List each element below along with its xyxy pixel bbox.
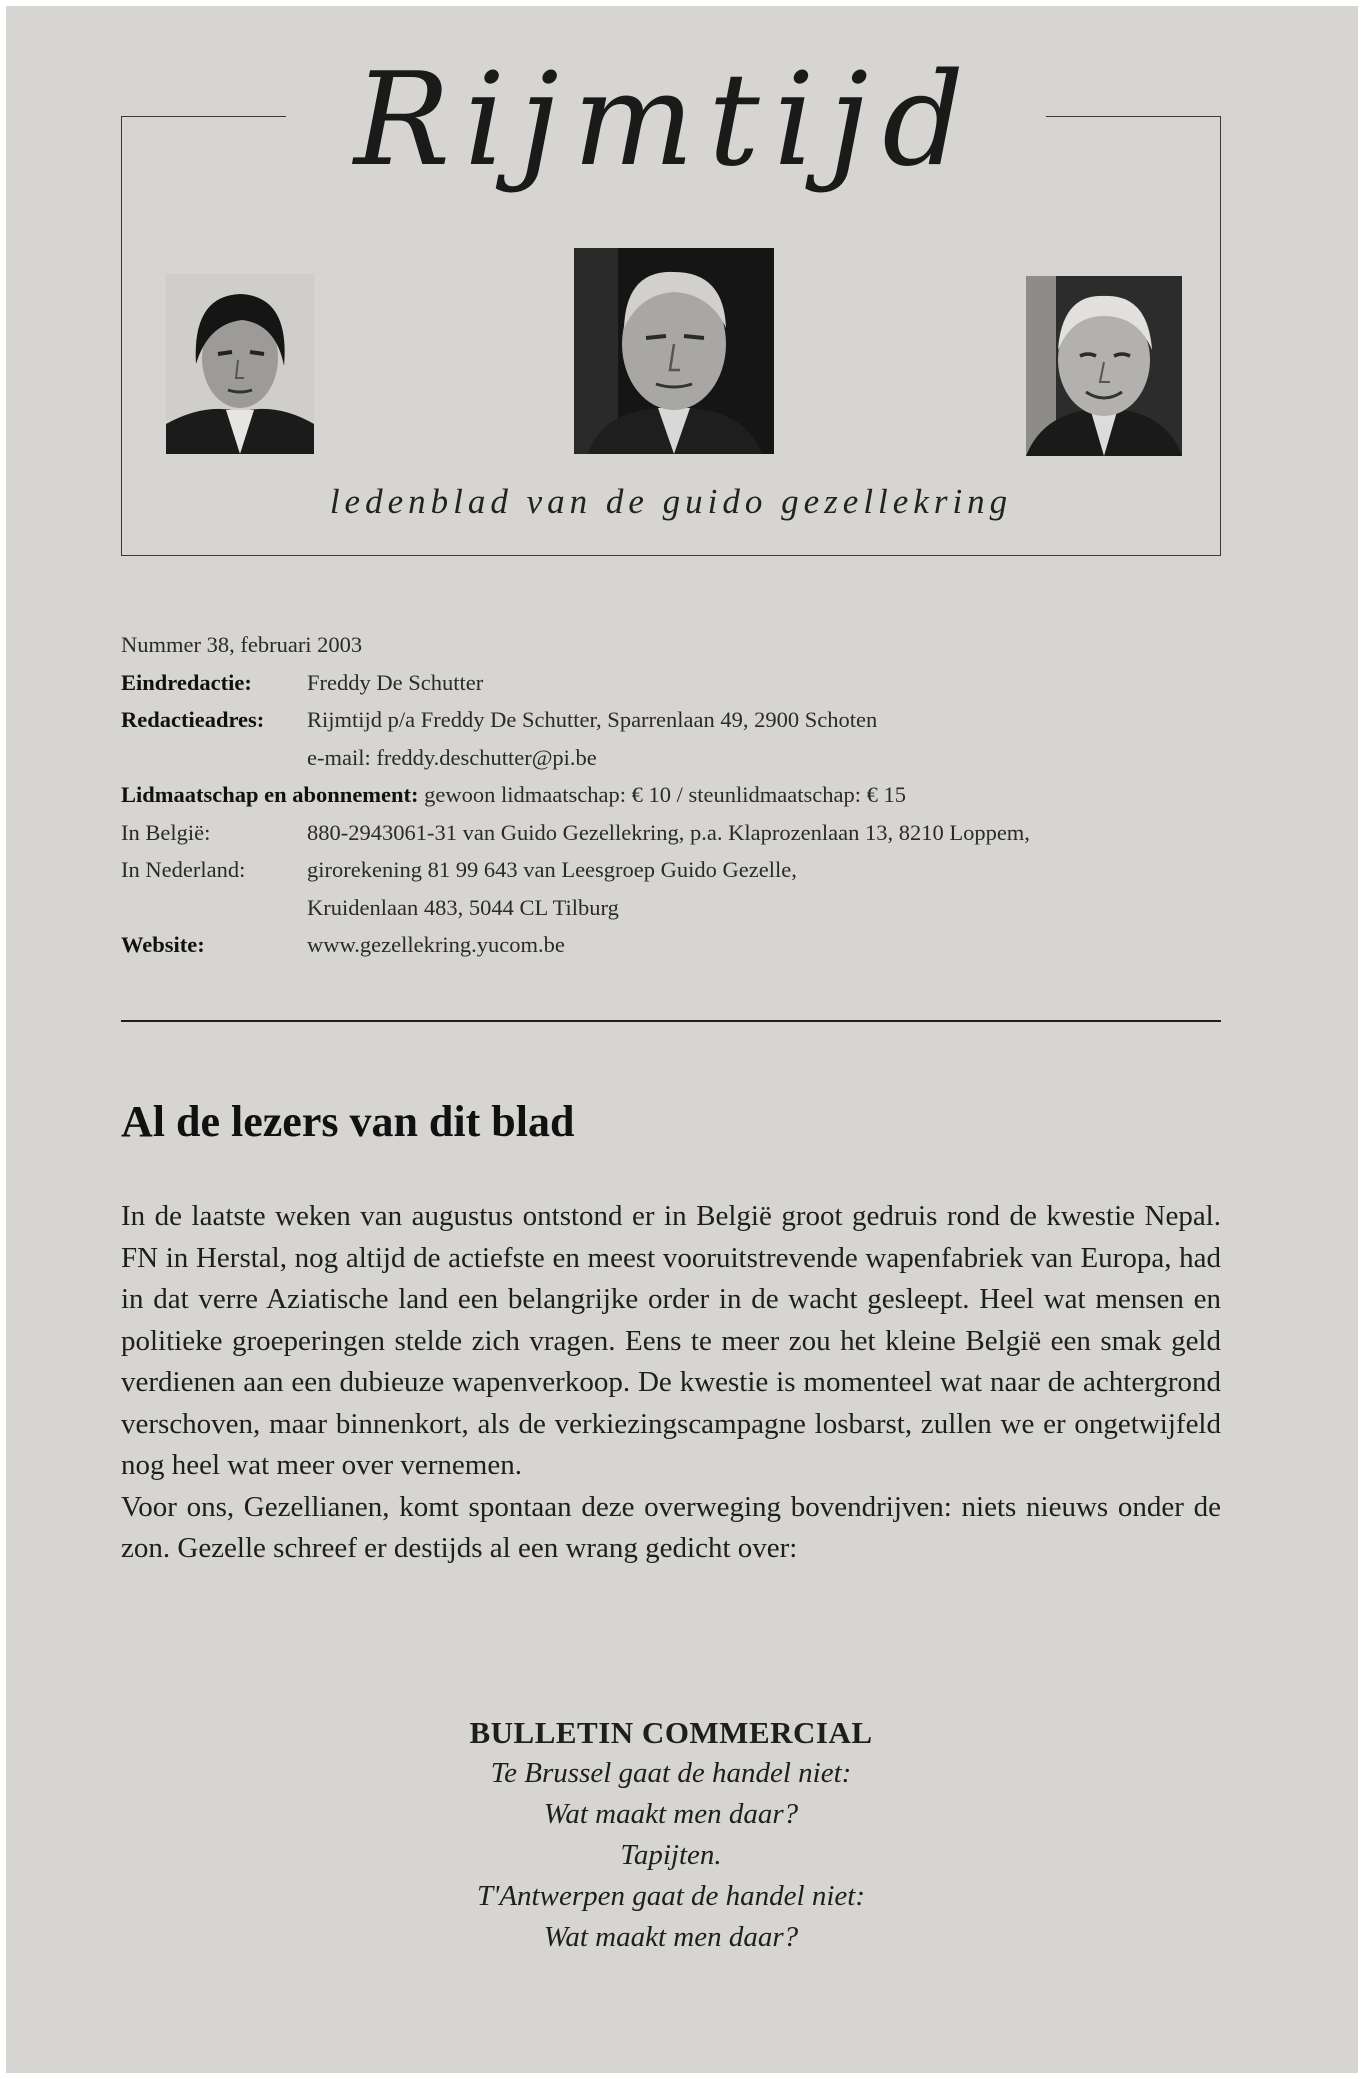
address-value: Rijmtijd p/a Freddy De Schutter, Sparrenlaan 49, 2900 Schoten [307, 707, 878, 732]
poem-line: T'Antwerpen gaat de handel niet: [477, 1880, 865, 1912]
editor-row [121, 664, 1241, 702]
portrait-icon-3 [1026, 276, 1182, 456]
netherlands-label: In Nederland: [121, 857, 246, 882]
poem-line: Wat maakt men daar? [543, 1921, 799, 1953]
website-row [121, 926, 1241, 964]
issue-line [121, 626, 1241, 664]
poem-line: Te Brussel gaat de handel niet: [490, 1757, 852, 1789]
poem-line: Tapijten. [620, 1839, 722, 1871]
poem-title: BULLETIN COMMERCIAL [469, 1715, 873, 1750]
belgium-label: In België: [121, 819, 211, 845]
section-divider [121, 1020, 1221, 1022]
netherlands-value: girorekening 81 99 643 van Leesgroep Guido Gezelle, [307, 857, 797, 882]
masthead-subtitle: ledenblad van de guido gezellekring [329, 482, 1013, 521]
membership-value: gewoon lidmaatschap: € 10 / steunlidmaatschap: € 15 [424, 782, 906, 807]
poem [121, 1712, 1221, 1958]
website-label: Website: [121, 932, 205, 957]
article-paragraph-1: In de laatste weken van augustus ontstond er in België groot gedruis rond de kwestie Nepal. FN in Herstal, nog altijd de actiefste en meest vooruitstrevende wapenfabriek van Europa, had in dat verre Aziatische land een belangrijke order in de wacht gesleept. Heel wat mensen en politieke groeperingen stelde zich vragen. Eens te meer zou het kleine België een smak geld verdienen aan een dubieuze wapenverkoop. De kwestie is momenteel wat naar de achtergrond verschoven, maar binnenkort, als de verkiezingscampagne losbarst, zullen we er ongetwijfeld nog heel wat meer over vernemen. [121, 1200, 1221, 1481]
address-row [121, 701, 1241, 739]
email-value[interactable]: e-mail: freddy.deschutter@pi.be [307, 744, 597, 770]
netherlands-row-2 [121, 889, 1241, 927]
address-label: Redactieadres: [121, 707, 265, 732]
masthead-title: Rijmtijd [286, 46, 1046, 196]
colophon [121, 626, 1241, 964]
belgium-value: 880-2943061-31 van Guido Gezellekring, p.a. Klaprozenlaan 13, 8210 Loppem, [307, 819, 1030, 845]
poem-line: Wat maakt men daar? [543, 1798, 799, 1830]
website-link[interactable]: www.gezellekring.yucom.be [307, 932, 565, 957]
belgium-row [121, 814, 1241, 852]
editor-label: Eindredactie: [121, 669, 252, 695]
membership-label: Lidmaatschap en abonnement: [121, 782, 419, 807]
issue-text: Nummer 38, februari 2003 [121, 632, 363, 657]
netherlands-value-2: Kruidenlaan 483, 5044 CL Tilburg [307, 894, 619, 920]
portrait-icon-2 [574, 248, 774, 454]
netherlands-row [121, 851, 1241, 889]
article-paragraph-2: Voor ons, Gezellianen, komt spontaan deze overweging bovendrijven: niets nieuws onder de zon. Gezelle schreef er destijds al een wrang gedicht over: [121, 1490, 1221, 1564]
email-row [121, 739, 1241, 777]
article-body [121, 1196, 1221, 1570]
magazine-page [6, 6, 1358, 2073]
membership-row [121, 776, 1241, 814]
portrait-icon-1 [166, 274, 314, 454]
editor-value: Freddy De Schutter [307, 669, 484, 695]
article-heading: Al de lezers van dit blad [121, 1097, 575, 1146]
